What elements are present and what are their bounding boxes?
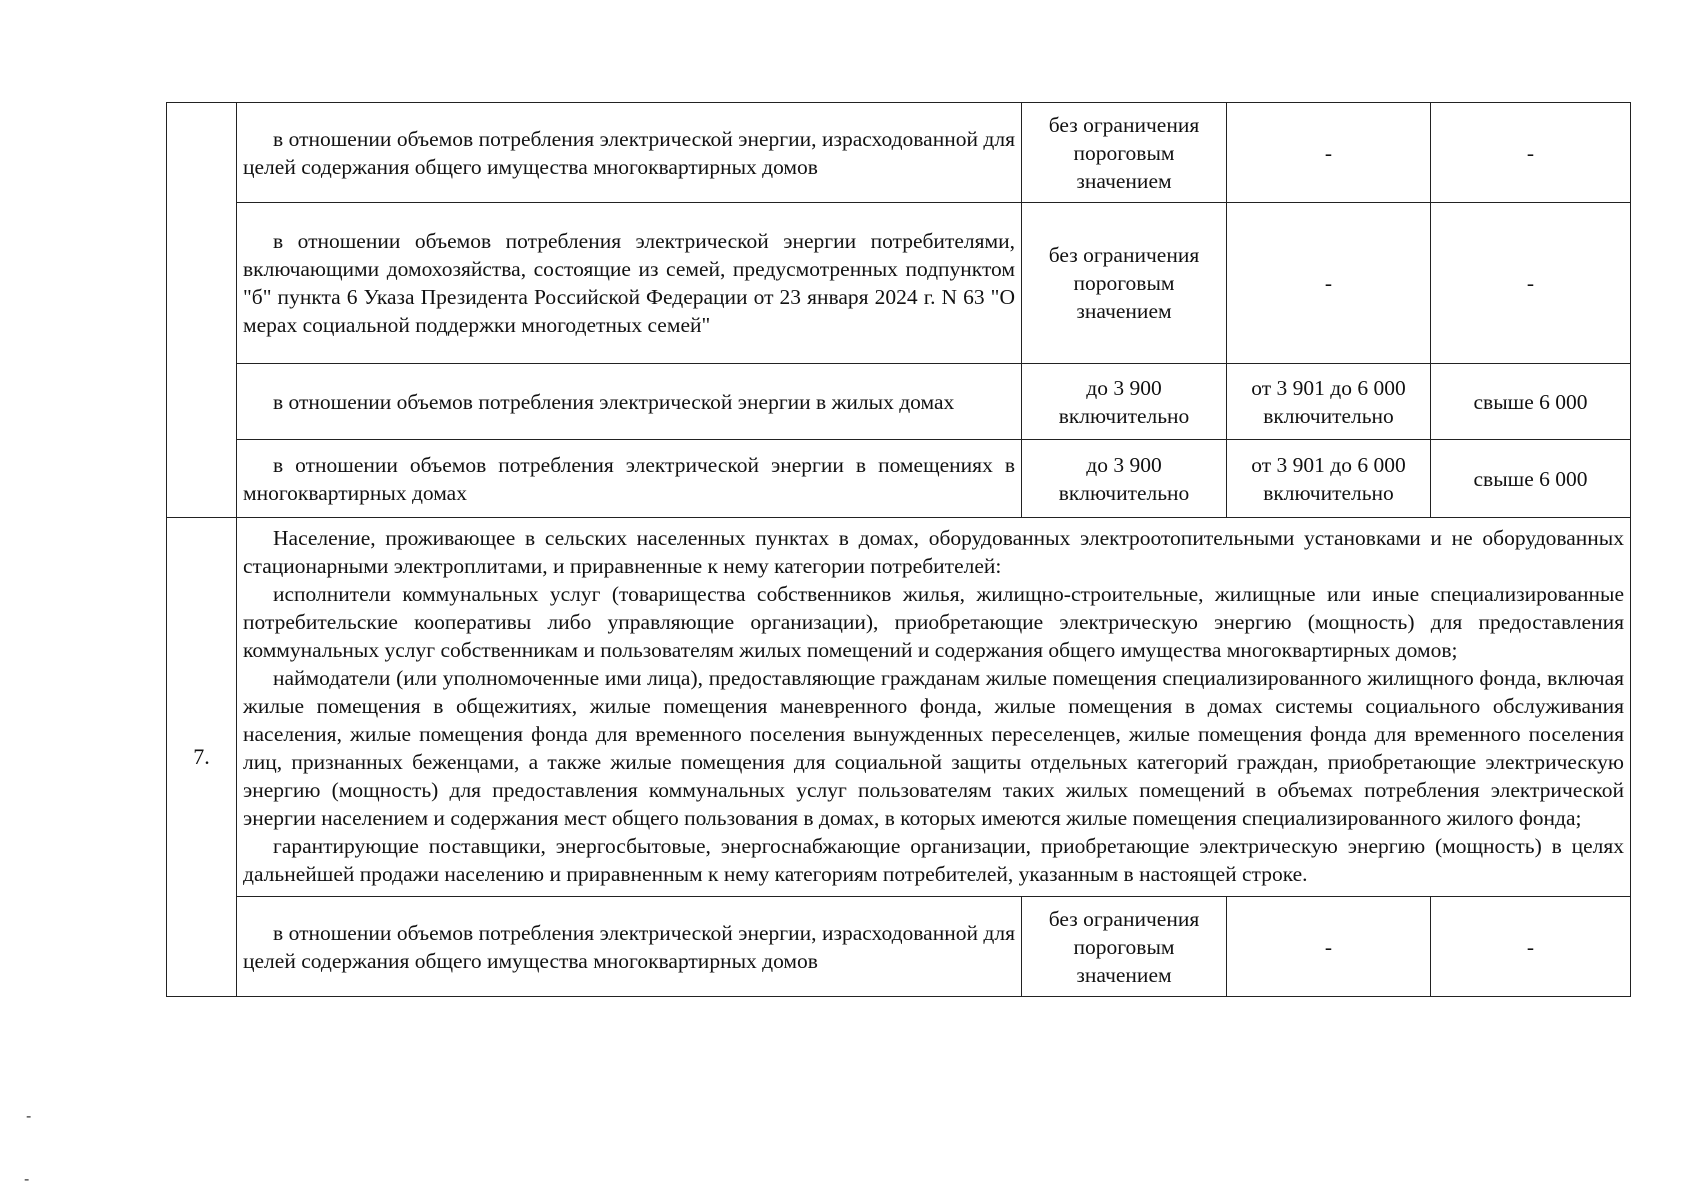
table-row <box>167 897 1631 997</box>
threshold-cell: - <box>1227 103 1431 203</box>
paragraph: исполнители коммунальных услуг (товарищества собственников жилья, жилищно-строительные, жилищные или иные специализированные потребительские кооперативы либо управляющие организации), приобретающие электрическую энергию (мощность) для предоставления коммунальных услуг собственникам и пользователям жилых помещений и содержания общего имущества многоквартирных домов; <box>243 582 1624 662</box>
table-row <box>167 103 1631 203</box>
category-description <box>237 518 1631 897</box>
table-row <box>167 203 1631 364</box>
table-row <box>167 364 1631 440</box>
row-description: в отношении объемов потребления электрической энергии в помещениях в многоквартирных домах <box>237 440 1022 518</box>
row-description: в отношении объемов потребления электрической энергии, израсходованной для целей содержания общего имущества многоквартирных домов <box>237 103 1022 203</box>
threshold-cell: - <box>1431 103 1631 203</box>
threshold-cell: - <box>1227 897 1431 997</box>
paragraph: гарантирующие поставщики, энергосбытовые, энергоснабжающие организации, приобретающие электрическую энергию (мощность) в целях дальнейшей продажи населению и приравненным к нему категориям потребителей, указанным в настоящей строке. <box>243 834 1624 886</box>
row-description: в отношении объемов потребления электрической энергии, израсходованной для целей содержания общего имущества многоквартирных домов <box>237 897 1022 997</box>
tariff-table <box>166 102 1631 997</box>
threshold-cell: без ограничения пороговым значением <box>1022 203 1227 364</box>
table-row <box>167 440 1631 518</box>
row-number: 7. <box>167 518 237 997</box>
margin-mark: - <box>26 1108 32 1125</box>
threshold-cell: до 3 900 включительно <box>1022 364 1227 440</box>
margin-mark: - <box>24 1171 30 1188</box>
threshold-cell: до 3 900 включительно <box>1022 440 1227 518</box>
row-description: в отношении объемов потребления электрической энергии в жилых домах <box>237 364 1022 440</box>
threshold-cell: - <box>1431 897 1631 997</box>
threshold-cell: - <box>1227 203 1431 364</box>
row-number-cell <box>167 103 237 518</box>
paragraph: Население, проживающее в сельских населенных пунктах в домах, оборудованных электроотопительными установками и не оборудованных стационарными электроплитами, и приравненные к нему категории потребителей: <box>243 526 1624 578</box>
threshold-cell: без ограничения пороговым значением <box>1022 103 1227 203</box>
threshold-cell: без ограничения пороговым значением <box>1022 897 1227 997</box>
threshold-cell: свыше 6 000 <box>1431 440 1631 518</box>
threshold-cell: - <box>1431 203 1631 364</box>
paragraph: наймодатели (или уполномоченные ими лица), предоставляющие гражданам жилые помещения специализированного жилищного фонда, включая жилые помещения в общежитиях, жилые помещения маневренного фонда, жилые помещения в домах системы социального обслуживания населения, жилые помещения фонда для временного поселения вынужденных переселенцев, жилые помещения фонда для временного поселения лиц, признанных беженцами, а также жилые помещения для социальной защиты отдельных категорий граждан, приобретающие электрическую энергию (мощность) для предоставления коммунальных услуг пользователям таких жилых помещений в объемах потребления электрической энергии населением и содержания мест общего пользования в домах, в которых имеются жилые помещения специализированного жилого фонда; <box>243 666 1624 830</box>
table-row <box>167 518 1631 897</box>
threshold-cell: от 3 901 до 6 000 включительно <box>1227 364 1431 440</box>
row-description: в отношении объемов потребления электрической энергии потребителями, включающими домохозяйства, состоящие из семей, предусмотренных подпунктом "б" пункта 6 Указа Президента Российской Федерации от 23 января 2024 г. N 63 "О мерах социальной поддержки многодетных семей" <box>237 203 1022 364</box>
threshold-cell: свыше 6 000 <box>1431 364 1631 440</box>
threshold-cell: от 3 901 до 6 000 включительно <box>1227 440 1431 518</box>
